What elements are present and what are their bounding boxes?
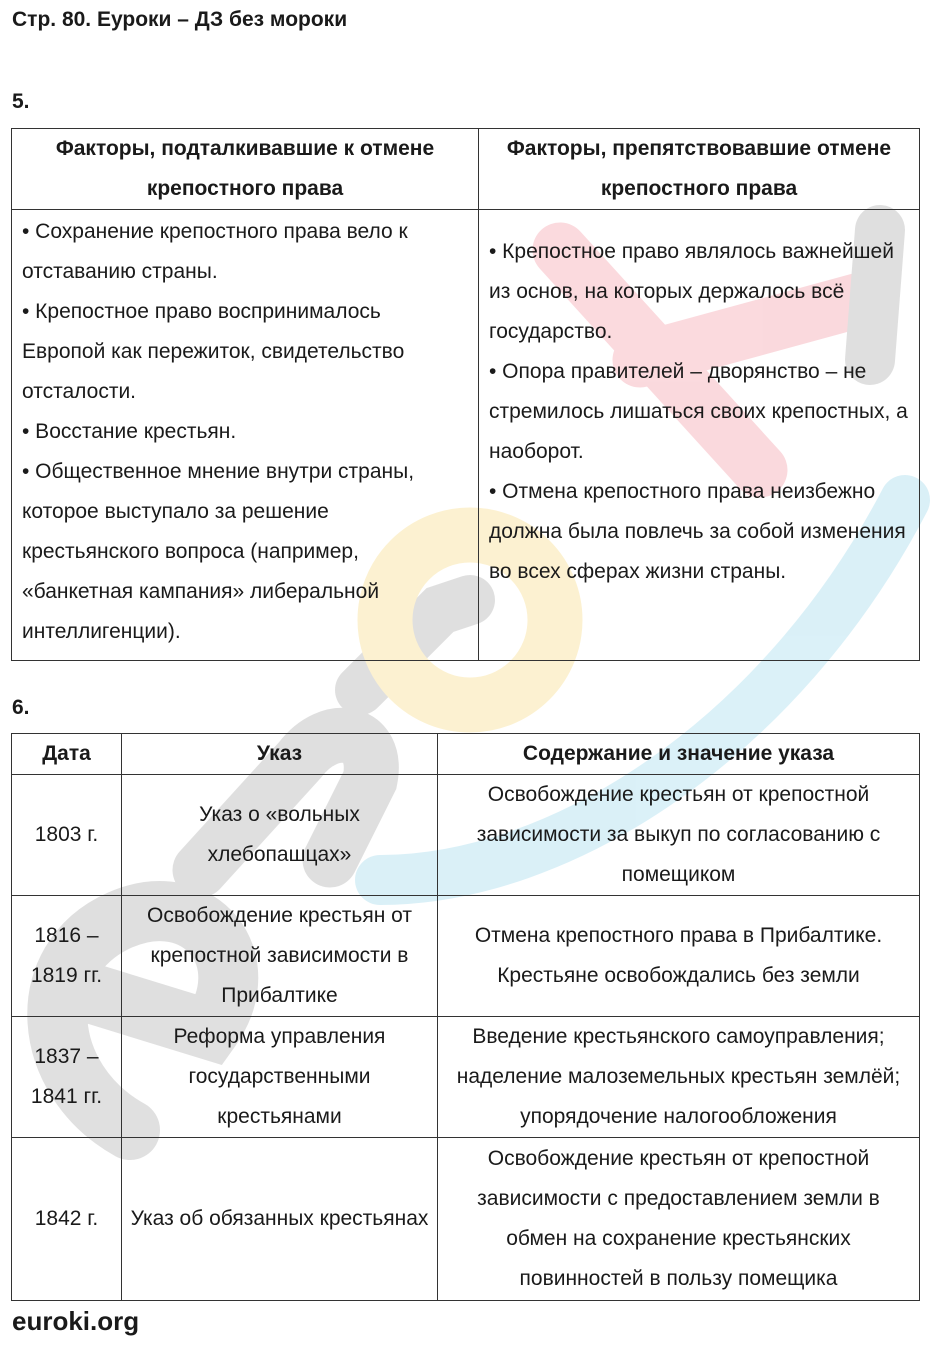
cell-date: 1803 г. xyxy=(12,775,122,896)
col1-item: • Общественное мнение внутри страны, которое выступало за решение крестьянского вопроса (например, «банкетная кампания» либеральной интеллигенции). xyxy=(22,460,415,643)
table-row xyxy=(12,1017,920,1138)
col1-item: • Восстание крестьян. xyxy=(22,420,237,443)
task-5-col2-cell xyxy=(479,210,920,661)
col1-item: • Крепостное право воспринималось Европой как пережиток, свидетельство отсталости. xyxy=(22,300,405,403)
cell-decree: Освобождение крестьян от крепостной зависимости в Прибалтике xyxy=(122,896,438,1017)
task-5-number: 5. xyxy=(12,90,30,113)
cell-date: 1842 г. xyxy=(12,1138,122,1301)
col1-item: • Сохранение крепостного права вело к отставанию страны. xyxy=(22,220,408,283)
task-5-table xyxy=(11,128,920,661)
cell-date: 1837 – 1841 гг. xyxy=(12,1017,122,1138)
task-5-col2-header: Факторы, препятствовавшие отмене крепостного права xyxy=(479,129,920,210)
task-6-table xyxy=(11,733,920,1301)
task-5-body-row xyxy=(12,210,920,661)
task-6-header-row xyxy=(12,734,920,775)
cell-decree: Указ об обязанных крестьянах xyxy=(122,1138,438,1301)
cell-content: Введение крестьянского самоуправления; наделение малоземельных крестьян землёй; упорядочение налогообложения xyxy=(438,1017,920,1138)
cell-content: Отмена крепостного права в Прибалтике. Крестьяне освобождались без земли xyxy=(438,896,920,1017)
col2-item: • Крепостное право являлось важнейшей из основ, на которых держалось всё государство. xyxy=(489,240,894,343)
task-6-number: 6. xyxy=(12,696,30,719)
table-row xyxy=(12,775,920,896)
header-content: Содержание и значение указа xyxy=(438,734,920,775)
table-row xyxy=(12,896,920,1017)
cell-decree: Реформа управления государственными крестьянами xyxy=(122,1017,438,1138)
task-5-col1-cell xyxy=(12,210,479,661)
table-row xyxy=(12,1138,920,1301)
cell-content: Освобождение крестьян от крепостной зависимости за выкуп по согласованию с помещиком xyxy=(438,775,920,896)
col2-item: • Отмена крепостного права неизбежно должна была повлечь за собой изменения во всех сферах жизни страны. xyxy=(489,480,906,583)
task-5-col1-header: Факторы, подталкивавшие к отмене крепостного права xyxy=(12,129,479,210)
header-date: Дата xyxy=(12,734,122,775)
cell-date: 1816 – 1819 гг. xyxy=(12,896,122,1017)
col2-item: • Опора правителей – дворянство – не стремилось лишаться своих крепостных, а наоборот. xyxy=(489,360,908,463)
cell-decree: Указ о «вольных хлебопашцах» xyxy=(122,775,438,896)
footer-site: euroki.org xyxy=(12,1306,140,1336)
cell-content: Освобождение крестьян от крепостной зависимости с предоставлением земли в обмен на сохранение крестьянских повинностей в пользу помещика xyxy=(438,1138,920,1301)
task-5-header-row xyxy=(12,129,920,210)
page-title: Стр. 80. Еуроки – ДЗ без мороки xyxy=(12,8,348,31)
header-decree: Указ xyxy=(122,734,438,775)
